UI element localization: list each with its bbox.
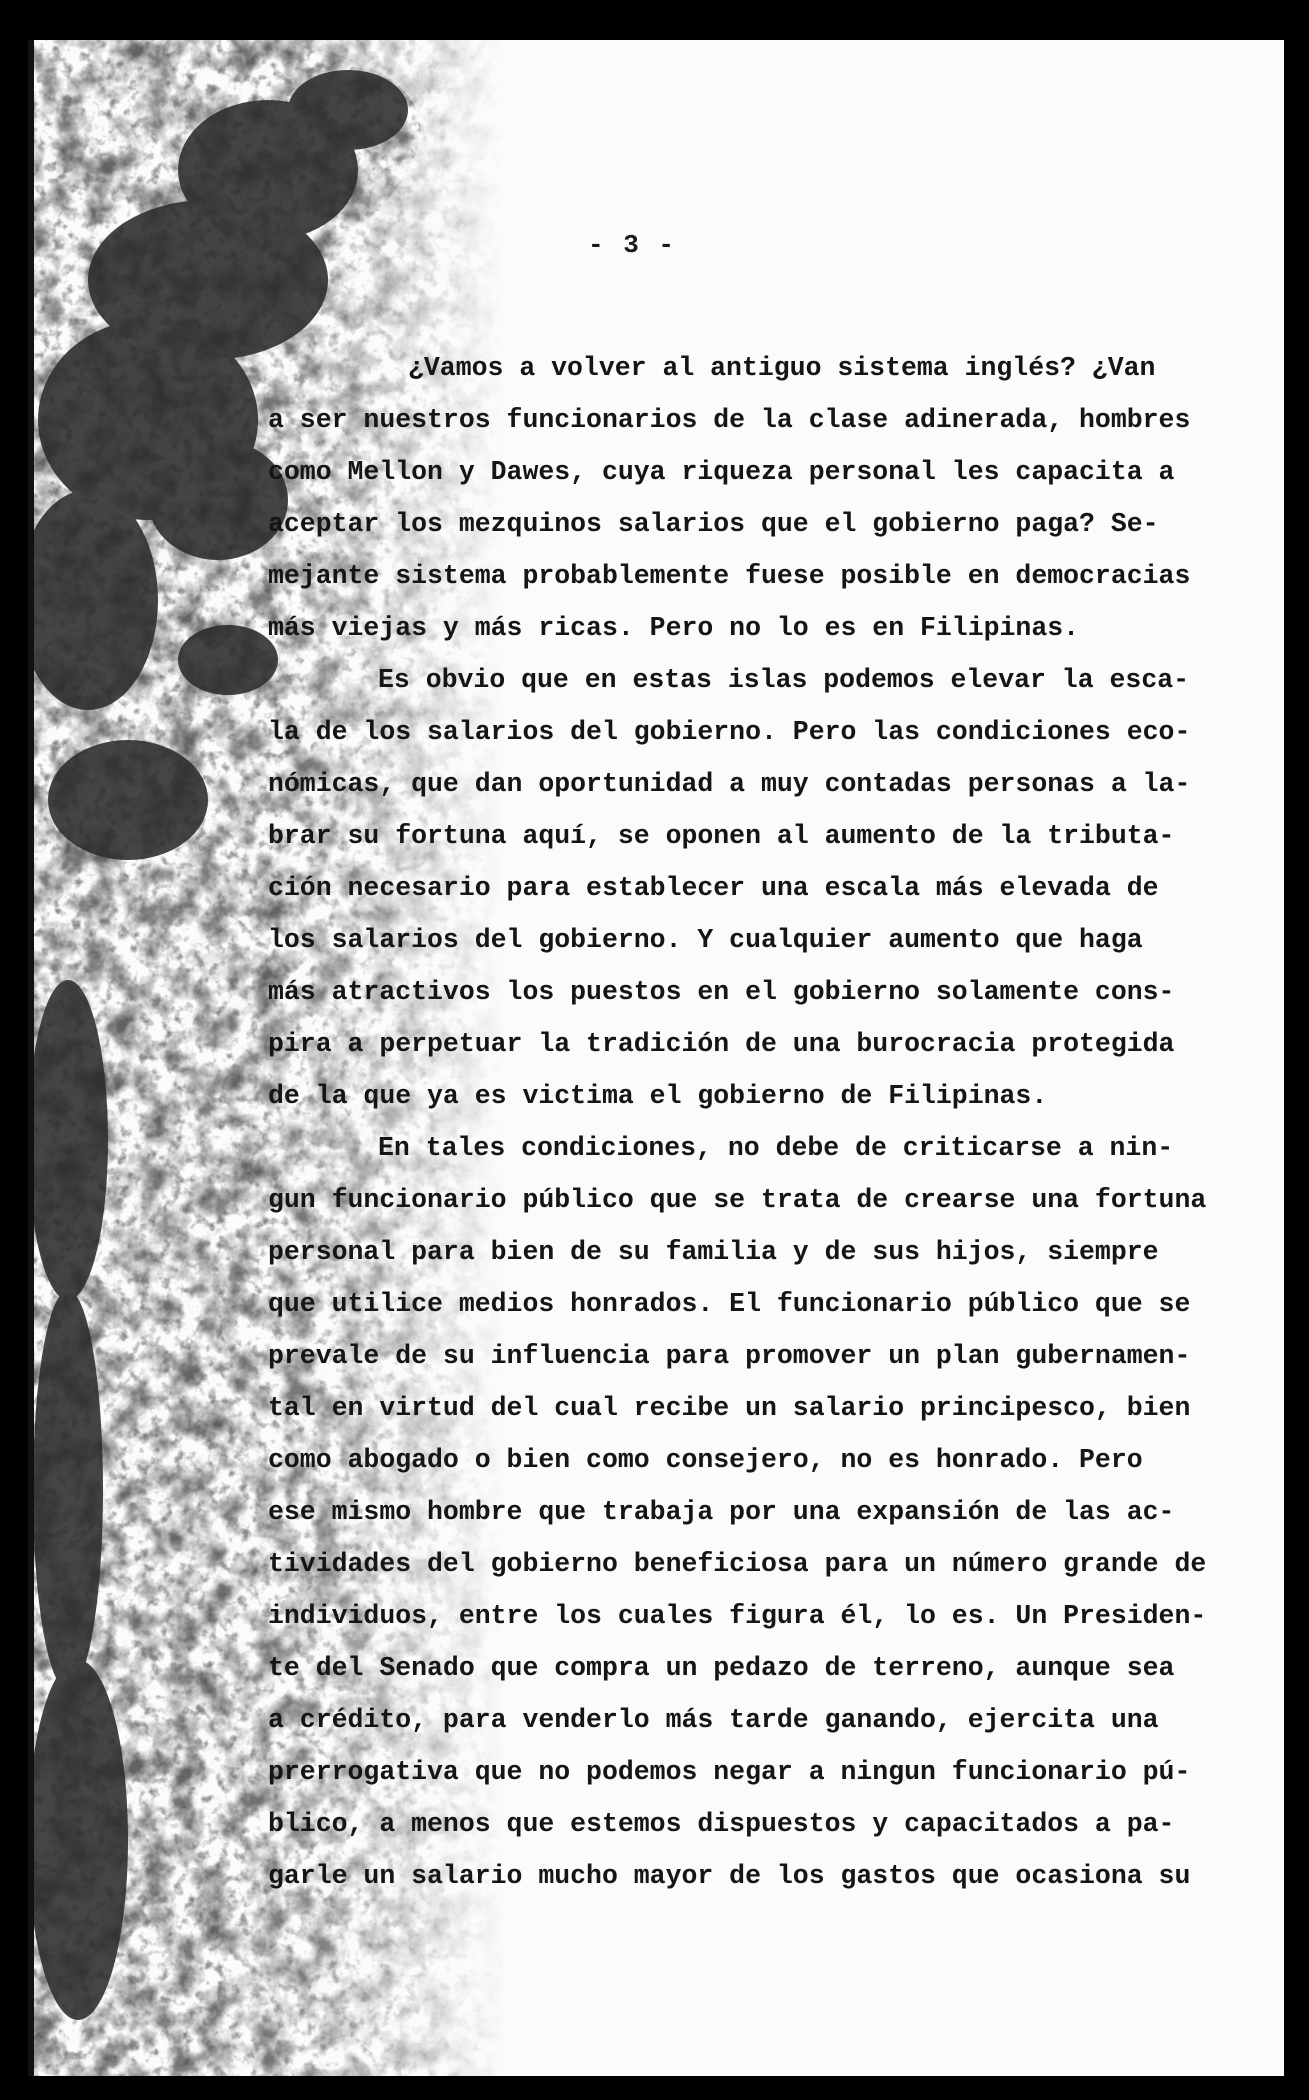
text-line-15: de la que ya es victima el gobierno de Filipinas. (268, 1081, 1048, 1111)
text-line-27: a crédito, para venderlo más tarde ganando, ejercita una (268, 1705, 1159, 1735)
text-line-12: los salarios del gobierno. Y cualquier aumento que haga (268, 925, 1143, 955)
text-line-6: más viejas y más ricas. Pero no lo es en Filipinas. (268, 613, 1080, 643)
text-line-7: Es obvio que en estas islas podemos elevar la esca- (378, 665, 1190, 695)
text-line-14: pira a perpetuar la tradición de una burocracia protegida (268, 1029, 1175, 1059)
text-line-2: a ser nuestros funcionarios de la clase adinerada, hombres (268, 405, 1191, 435)
text-line-19: que utilice medios honrados. El funcionario público que se (268, 1289, 1191, 1319)
text-line-3: como Mellon y Dawes, cuya riqueza personal les capacita a (268, 457, 1175, 487)
text-line-28: prerrogativa que no podemos negar a ningun funcionario pú- (268, 1757, 1191, 1787)
document-page (28, 40, 1284, 2076)
text-line-13: más atractivos los puestos en el gobierno solamente cons- (268, 977, 1175, 1007)
text-line-5: mejante sistema probablemente fuese posible en democracias (268, 561, 1191, 591)
text-line-29: blico, a menos que estemos dispuestos y capacitados a pa- (268, 1809, 1175, 1839)
text-line-16: En tales condiciones, no debe de criticarse a nin- (378, 1133, 1174, 1163)
text-line-18: personal para bien de su familia y de sus hijos, siempre (268, 1237, 1159, 1267)
text-line-11: ción necesario para establecer una escala más elevada de (268, 873, 1159, 903)
text-line-22: como abogado o bien como consejero, no es honrado. Pero (268, 1445, 1143, 1475)
text-line-23: ese mismo hombre que trabaja por una expansión de las ac- (268, 1497, 1175, 1527)
body-text (28, 40, 1284, 2076)
text-line-10: brar su fortuna aquí, se oponen al aumento de la tributa- (268, 821, 1175, 851)
text-line-4: aceptar los mezquinos salarios que el gobierno paga? Se- (268, 509, 1159, 539)
text-line-9: nómicas, que dan oportunidad a muy contadas personas a la- (268, 769, 1191, 799)
text-line-21: tal en virtud del cual recibe un salario principesco, bien (268, 1393, 1191, 1423)
text-line-17: gun funcionario público que se trata de crearse una fortuna (268, 1185, 1207, 1215)
text-line-20: prevale de su influencia para promover un plan gubernamen- (268, 1341, 1191, 1371)
text-line-30: garle un salario mucho mayor de los gastos que ocasiona su (268, 1861, 1191, 1891)
text-line-8: la de los salarios del gobierno. Pero las condiciones eco- (268, 717, 1191, 747)
page-number: - 3 - (588, 230, 677, 260)
text-line-24: tividades del gobierno beneficiosa para un número grande de (268, 1549, 1207, 1579)
text-line-1: ¿Vamos a volver al antiguo sistema inglés? ¿Van (408, 353, 1156, 383)
text-line-26: te del Senado que compra un pedazo de terreno, aunque sea (268, 1653, 1175, 1683)
text-line-25: individuos, entre los cuales figura él, lo es. Un Presiden- (268, 1601, 1207, 1631)
